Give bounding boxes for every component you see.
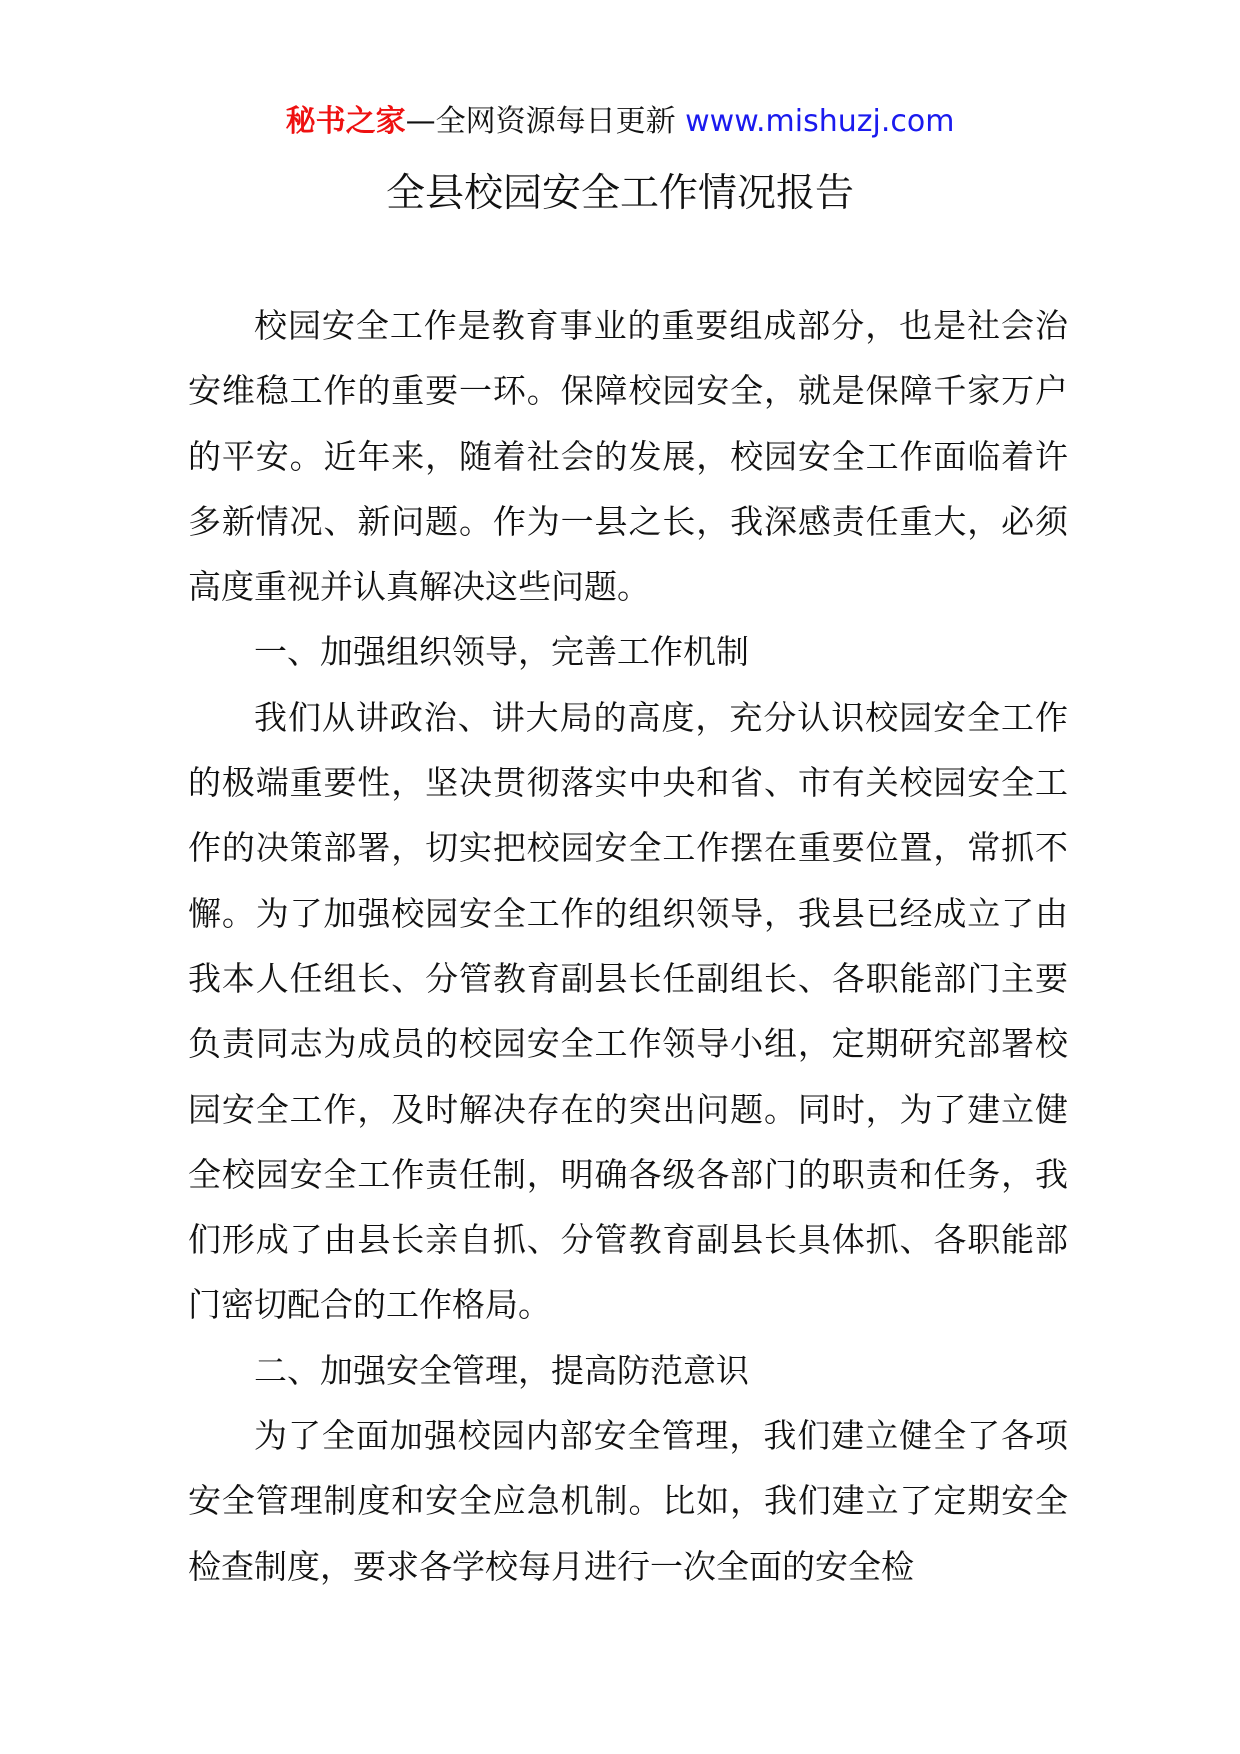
paragraph-intro: 校园安全工作是教育事业的重要组成部分，也是社会治安维稳工作的重要一环。保障校园安全，就是保障千家万户的平安。近年来，随着社会的发展，校园安全工作面临着许多新情况、新问题。作为一县之长，我深感责任重大，必须高度重视并认真解决这些问题。 <box>188 306 1068 607</box>
header-tagline: —全网资源每日更新 <box>405 104 686 139</box>
paragraph-section-2: 为了全面加强校园内部安全管理，我们建立健全了各项安全管理制度和安全应急机制。比如，我们建立了定期安全检查制度，要求各学校每月进行一次全面的安全检 <box>188 1416 1068 1586</box>
site-url-link[interactable]: www.mishuzj.com <box>685 104 955 139</box>
section-heading-1: 一、加强组织领导，完善工作机制 <box>254 632 749 672</box>
paragraph-section-1: 我们从讲政治、讲大局的高度，充分认识校园安全工作的极端重要性，坚决贯彻落实中央和省、市有关校园安全工作的决策部署，切实把校园安全工作摆在重要位置，常抓不懈。为了加强校园安全工作的组织领导，我县已经成立了由我本人任组长、分管教育副县长任副组长、各职能部门主要负责同志为成员的校园安全工作领导小组，定期研究部署校园安全工作，及时解决存在的突出问题。同时，为了建立健全校园安全工作责任制，明确各级各部门的职责和任务，我们形成了由县长亲自抓、分管教育副县长具体抓、各职能部门密切配合的工作格局。 <box>188 697 1068 1325</box>
document-body <box>188 293 1068 1599</box>
site-header <box>0 100 1240 144</box>
document-title: 全县校园安全工作情况报告 <box>385 171 854 216</box>
brand-name: 秘书之家 <box>285 104 406 139</box>
section-heading-2: 二、加强安全管理，提高防范意识 <box>254 1350 749 1390</box>
